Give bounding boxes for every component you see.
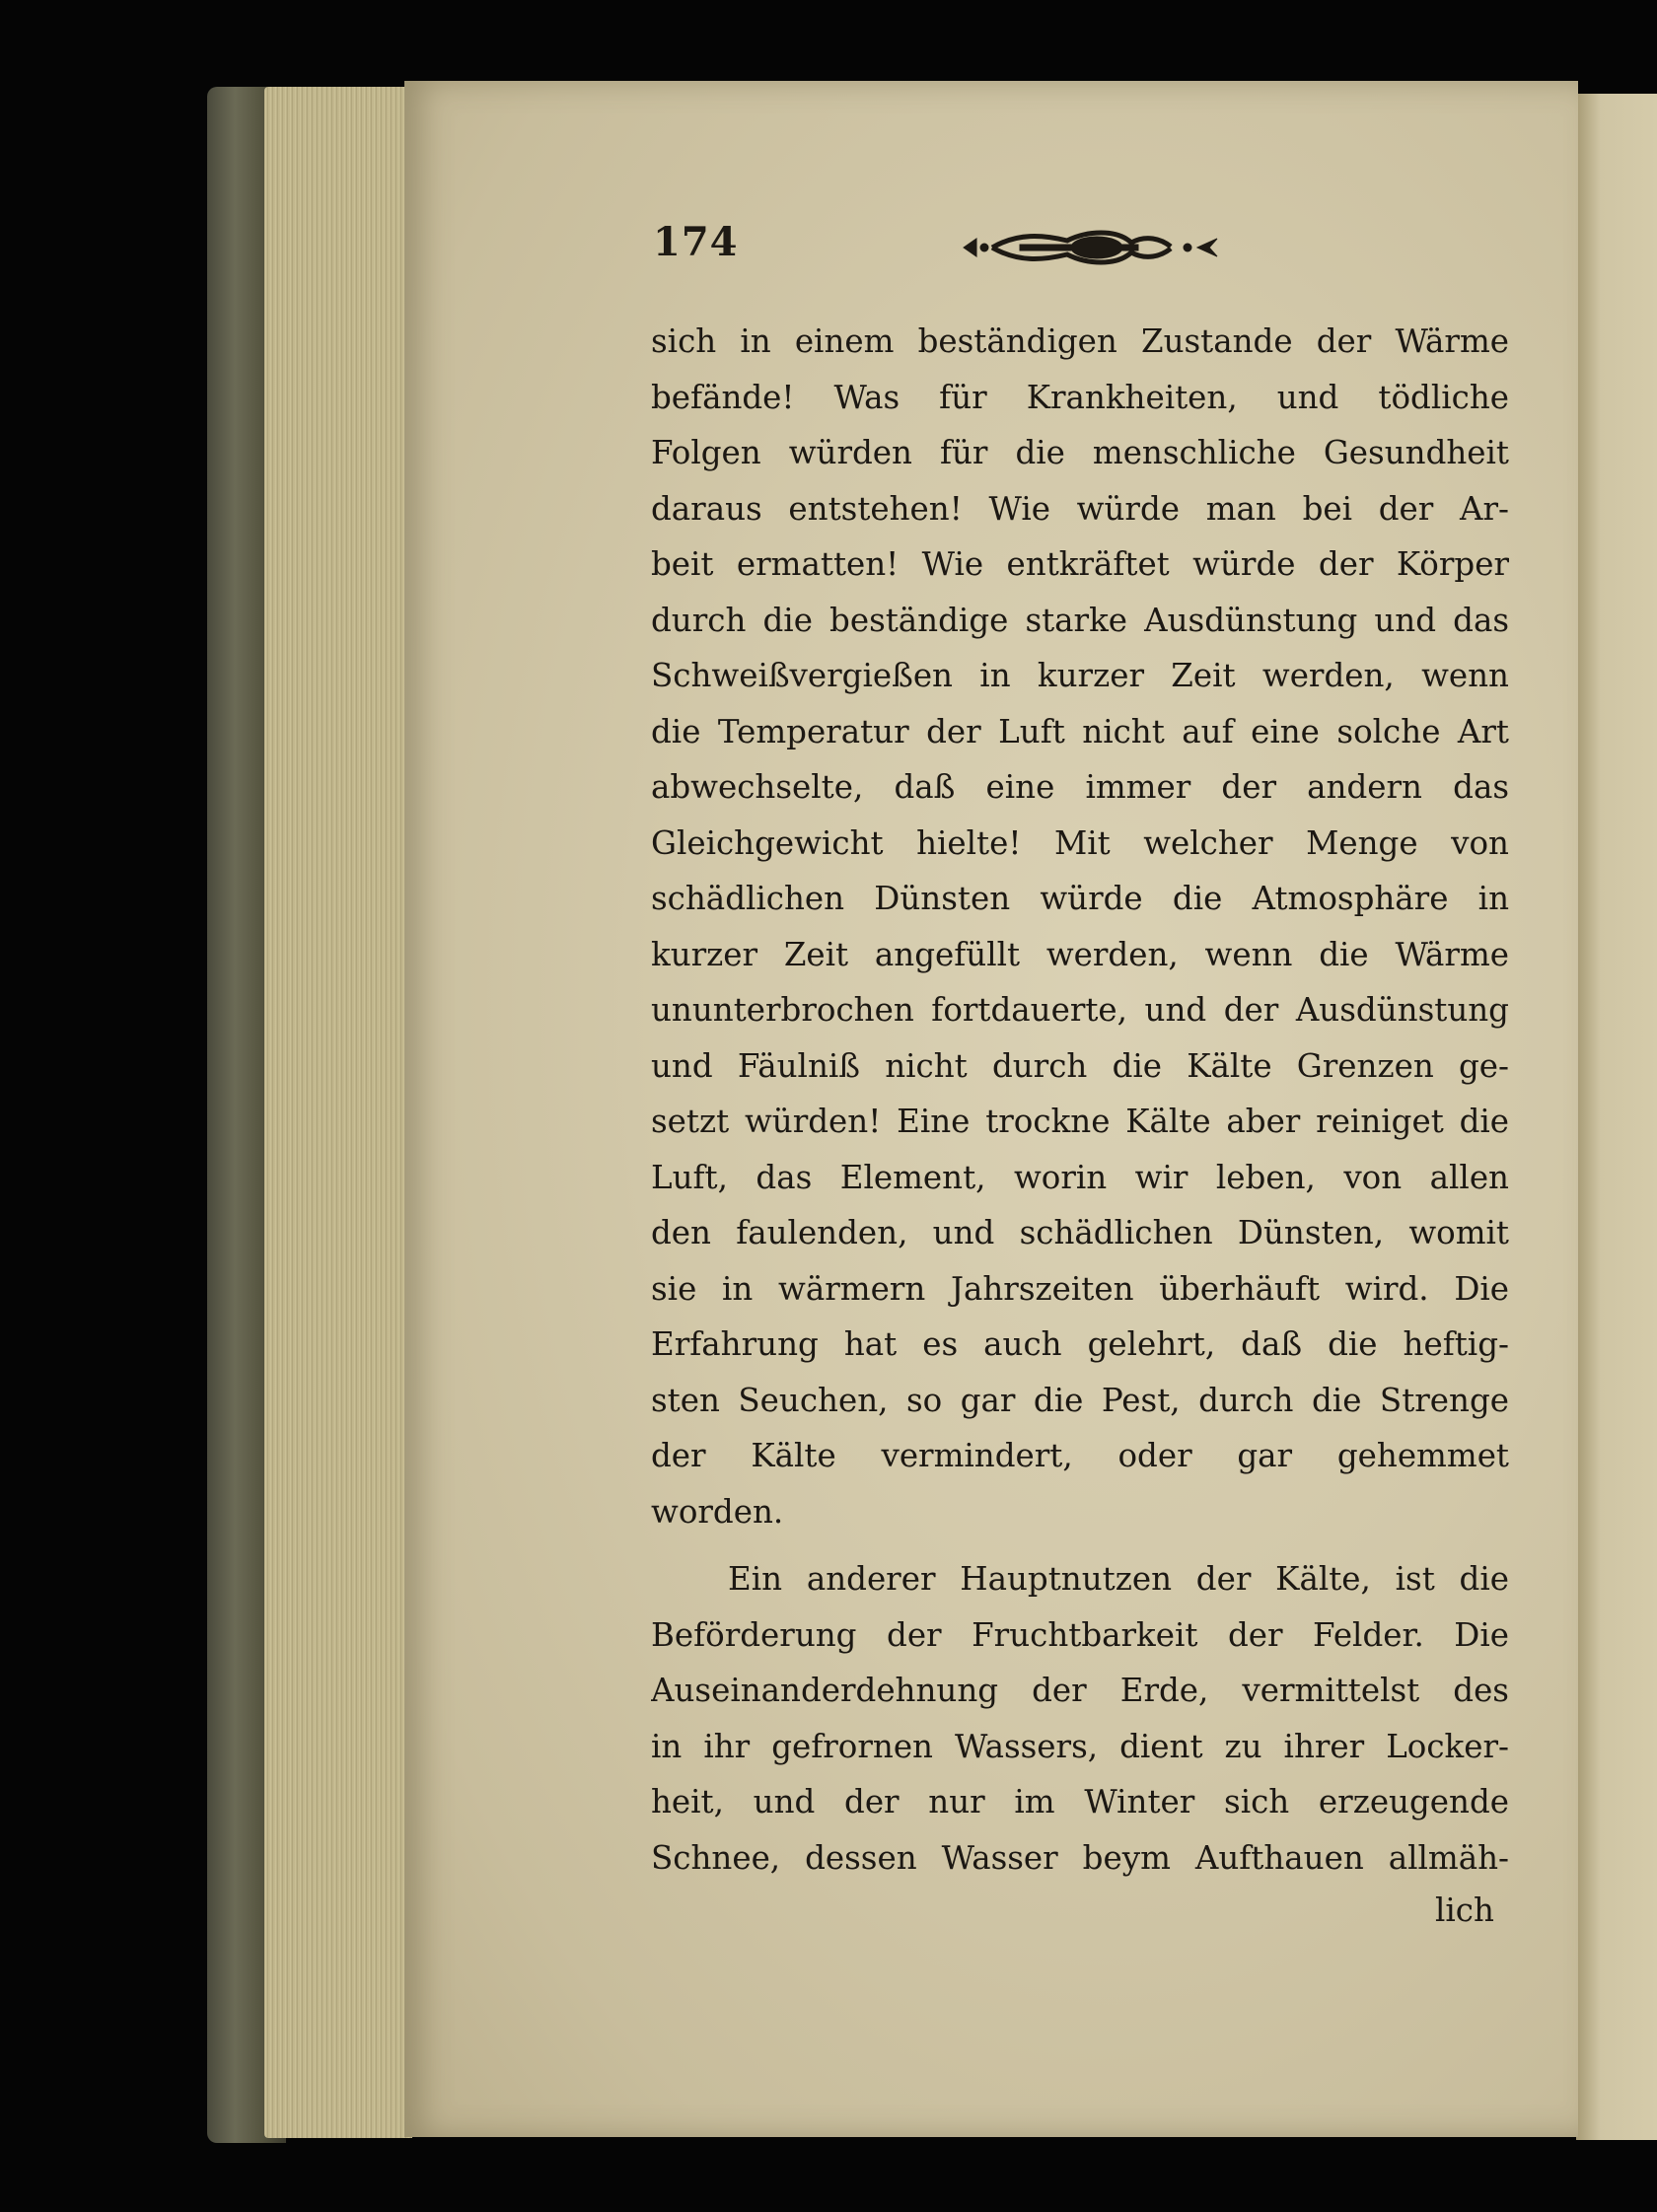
text-line: Beförderung der Fruchtbarkeit der Felder. Die <box>651 1615 1509 1654</box>
text-line: Gleichgewicht hielte! Mit welcher Menge von <box>651 823 1509 862</box>
text-line: daraus entstehen! Wie würde man bei der Ar- <box>651 489 1509 528</box>
text-line: beit ermatten! Wie entkräftet würde der Körper <box>651 545 1509 583</box>
text-line: Auseinanderdehnung der Erde, vermittelst des <box>651 1672 1509 1709</box>
page-edges <box>264 87 412 2138</box>
text-line: setzt würden! Eine trockne Kälte aber reiniget die <box>651 1103 1509 1140</box>
text-line: die Temperatur der Luft nicht auf eine solche Art <box>651 712 1509 750</box>
text-line: Ein anderer Hauptnutzen der Kälte, ist die <box>728 1560 1509 1598</box>
text-line: und Fäulniß nicht durch die Kälte Grenzen ge- <box>651 1046 1509 1085</box>
catchword: lich <box>1435 1891 1494 1929</box>
page-number: 174 <box>653 219 739 265</box>
text-line: Erfahrung hat es auch gelehrt, daß die heftig- <box>651 1325 1509 1363</box>
text-line: sten Seuchen, so gar die Pest, durch die Strenge <box>651 1381 1509 1419</box>
text-line: sie in wärmern Jahrszeiten überhäuft wird. Die <box>651 1269 1509 1308</box>
text-line: Folgen würden für die menschliche Gesundheit <box>651 434 1509 471</box>
text-line: sich in einem beständigen Zustande der Wärme <box>651 322 1509 360</box>
text-line: schädlichen Dünsten würde die Atmosphäre in <box>651 880 1509 917</box>
text-line: in ihr gefrornen Wassers, dient zu ihrer Locker- <box>651 1727 1509 1765</box>
text-line: den faulenden, und schädlichen Dünsten, womit <box>651 1214 1509 1251</box>
text-line: der Kälte vermindert, oder gar gehemmet <box>651 1437 1509 1474</box>
text-line: Schnee, dessen Wasser beym Aufthauen allmäh- <box>651 1838 1509 1877</box>
facing-page-edge <box>1576 94 1657 2140</box>
text-line: Luft, das Element, worin wir leben, von allen <box>651 1158 1509 1196</box>
header-ornament <box>959 225 1225 270</box>
text-line: durch die beständige starke Ausdünstung und das <box>651 601 1509 639</box>
text-line: worden. <box>651 1492 784 1531</box>
text-line: heit, und der nur im Winter sich erzeugende <box>651 1783 1509 1820</box>
page-text <box>651 314 1509 1886</box>
text-line: befände! Was für Krankheiten, und tödliche <box>651 378 1509 416</box>
text-line: kurzer Zeit angefüllt werden, wenn die Wärme <box>651 935 1509 973</box>
text-line: ununterbrochen fortdauerte, und der Ausdünstung <box>651 991 1509 1029</box>
text-line: Schweißvergießen in kurzer Zeit werden, wenn <box>651 657 1509 694</box>
text-line: abwechselte, daß eine immer der andern das <box>651 768 1509 806</box>
